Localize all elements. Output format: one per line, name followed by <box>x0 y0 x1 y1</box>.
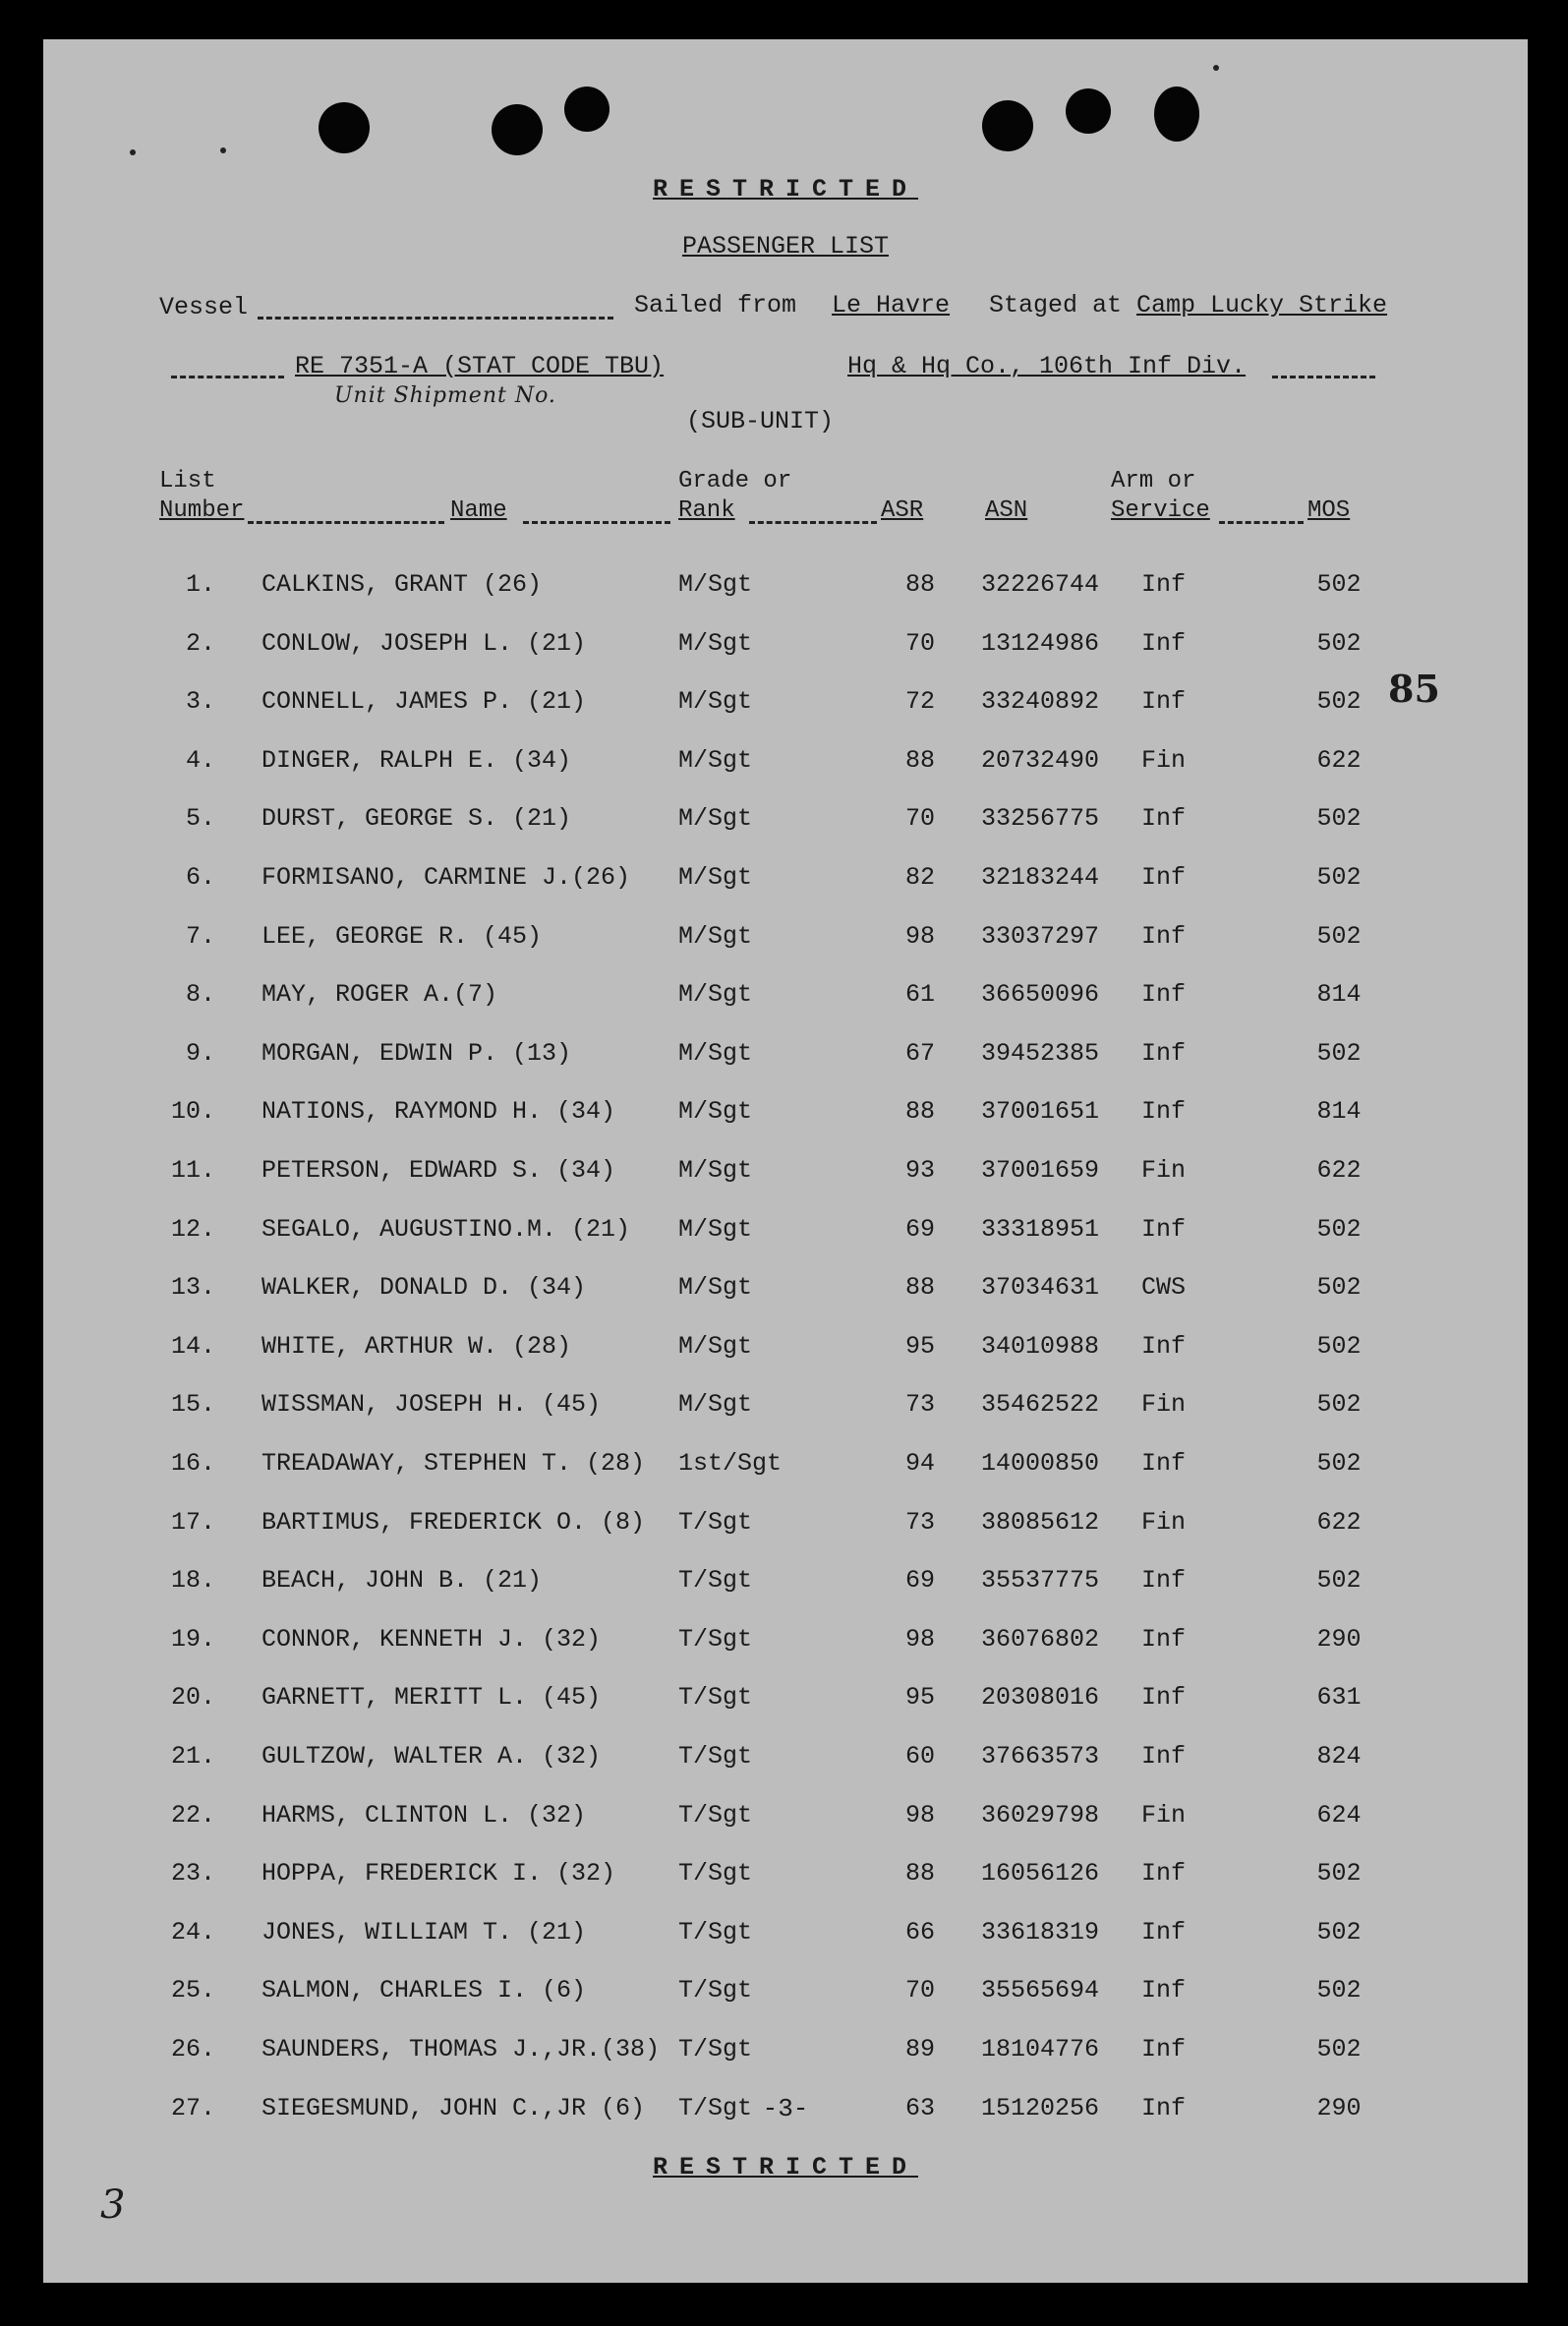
mos-cell: 502 <box>1316 1038 1362 1068</box>
mos-cell: 624 <box>1316 1800 1362 1830</box>
table-row <box>43 1156 1528 1195</box>
punch-hole <box>1066 88 1111 134</box>
asr-cell: 98 <box>904 1624 935 1654</box>
grade-cell: M/Sgt <box>678 1097 753 1127</box>
asr-cell: 95 <box>904 1683 935 1713</box>
asr-cell: 69 <box>904 1214 935 1244</box>
name-cell: WALKER, DONALD D. (34) <box>261 1273 587 1303</box>
mos-cell: 814 <box>1316 1097 1362 1127</box>
grade-cell: M/Sgt <box>678 804 753 834</box>
name-cell: MORGAN, EDWIN P. (13) <box>261 1038 572 1068</box>
grade-cell: T/Sgt <box>678 1976 753 2006</box>
mos-cell: 502 <box>1316 1390 1362 1420</box>
col-arm-2: Service <box>1111 497 1210 524</box>
table-row <box>43 1976 1528 2015</box>
asr-cell: 88 <box>904 570 935 599</box>
name-cell: BEACH, JOHN B. (21) <box>261 1566 543 1596</box>
arm-cell: Fin <box>1141 1390 1187 1420</box>
arm-cell: Inf <box>1141 1683 1187 1713</box>
list-number-cell: 1. <box>185 570 215 599</box>
asr-cell: 98 <box>904 921 935 951</box>
grade-cell: T/Sgt <box>678 1917 753 1947</box>
name-cell: GARNETT, MERITT L. (45) <box>261 1683 602 1713</box>
asr-cell: 73 <box>904 1507 935 1537</box>
name-cell: JONES, WILLIAM T. (21) <box>261 1917 587 1947</box>
vessel-blank <box>258 317 613 320</box>
table-row <box>43 1683 1528 1722</box>
asr-cell: 95 <box>904 1331 935 1361</box>
grade-cell: T/Sgt <box>678 1742 753 1771</box>
grade-cell: M/Sgt <box>678 745 753 775</box>
list-number-cell: 4. <box>185 745 215 775</box>
asn-cell: 35565694 <box>981 1976 1100 2006</box>
grade-cell: T/Sgt <box>678 2093 753 2122</box>
name-cell: DURST, GEORGE S. (21) <box>261 804 572 834</box>
grade-cell: T/Sgt <box>678 1859 753 1889</box>
asr-cell: 93 <box>904 1156 935 1185</box>
grade-cell: M/Sgt <box>678 1214 753 1244</box>
asn-cell: 35537775 <box>981 1566 1100 1596</box>
mos-cell: 622 <box>1316 1156 1362 1185</box>
arm-cell: Inf <box>1141 1214 1187 1244</box>
asr-cell: 60 <box>904 1742 935 1771</box>
table-row <box>43 863 1528 902</box>
punch-hole <box>492 104 543 155</box>
staged-at-value: Camp Lucky Strike <box>1136 291 1388 320</box>
grade-cell: T/Sgt <box>678 1507 753 1537</box>
name-cell: WHITE, ARTHUR W. (28) <box>261 1331 572 1361</box>
asr-cell: 70 <box>904 804 935 834</box>
arm-cell: Inf <box>1141 921 1187 951</box>
mos-cell: 502 <box>1316 570 1362 599</box>
punch-hole <box>982 100 1033 151</box>
speck <box>220 147 226 153</box>
name-cell: SEGALO, AUGUSTINO.M. (21) <box>261 1214 631 1244</box>
header-dash <box>523 521 670 524</box>
asn-cell: 33240892 <box>981 687 1100 717</box>
asr-cell: 98 <box>904 1800 935 1830</box>
table-row <box>43 1801 1528 1840</box>
arm-cell: Inf <box>1141 1917 1187 1947</box>
arm-cell: Inf <box>1141 570 1187 599</box>
arm-cell: Inf <box>1141 804 1187 834</box>
name-cell: CONNELL, JAMES P. (21) <box>261 687 587 717</box>
asn-cell: 37001659 <box>981 1156 1100 1185</box>
list-number-cell: 2. <box>185 628 215 658</box>
name-cell: SIEGESMUND, JOHN C.,JR (6) <box>261 2093 646 2122</box>
col-name: Name <box>450 497 507 524</box>
asn-cell: 15120256 <box>981 2093 1100 2122</box>
table-row <box>43 1508 1528 1547</box>
asn-cell: 33256775 <box>981 804 1100 834</box>
list-number-cell: 9. <box>185 1038 215 1068</box>
asn-cell: 36076802 <box>981 1624 1100 1654</box>
asr-cell: 88 <box>904 1097 935 1127</box>
vessel-label: Vessel <box>159 293 249 321</box>
asn-cell: 18104776 <box>981 2035 1100 2064</box>
list-number-cell: 11. <box>170 1156 215 1185</box>
name-cell: SAUNDERS, THOMAS J.,JR.(38) <box>261 2035 661 2064</box>
col-list-number-2: Number <box>159 497 245 524</box>
staged-at-label: Staged at <box>989 291 1123 320</box>
unit-shipment-value: RE 7351-A (STAT CODE TBU) <box>295 352 665 380</box>
table-row <box>43 804 1528 843</box>
punch-hole <box>1154 87 1199 142</box>
mos-cell: 502 <box>1316 863 1362 892</box>
mos-cell: 622 <box>1316 1507 1362 1537</box>
sailed-from-label: Sailed from <box>634 291 797 320</box>
table-row <box>43 1566 1528 1605</box>
mos-cell: 502 <box>1316 921 1362 951</box>
list-number-cell: 18. <box>170 1566 215 1596</box>
table-row <box>43 1097 1528 1136</box>
asr-cell: 89 <box>904 2035 935 2064</box>
restricted-header: RESTRICTED <box>652 175 919 204</box>
arm-cell: Inf <box>1141 1976 1187 2006</box>
table-row <box>43 980 1528 1019</box>
asr-cell: 82 <box>904 863 935 892</box>
asn-cell: 33318951 <box>981 1214 1100 1244</box>
table-row <box>43 1859 1528 1898</box>
mos-cell: 631 <box>1316 1683 1362 1713</box>
list-number-cell: 5. <box>185 804 215 834</box>
col-mos: MOS <box>1307 497 1351 524</box>
mos-cell: 502 <box>1316 1449 1362 1478</box>
asn-cell: 16056126 <box>981 1859 1100 1889</box>
grade-cell: M/Sgt <box>678 1156 753 1185</box>
mos-cell: 290 <box>1316 2093 1362 2122</box>
table-row <box>43 1273 1528 1312</box>
name-cell: WISSMAN, JOSEPH H. (45) <box>261 1390 602 1420</box>
asn-cell: 35462522 <box>981 1390 1100 1420</box>
table-row <box>43 687 1528 727</box>
asn-cell: 37034631 <box>981 1273 1100 1303</box>
mos-cell: 502 <box>1316 2035 1362 2064</box>
table-row <box>43 1332 1528 1371</box>
table-row <box>43 1742 1528 1781</box>
grade-cell: M/Sgt <box>678 863 753 892</box>
grade-cell: M/Sgt <box>678 1331 753 1361</box>
asn-cell: 39452385 <box>981 1038 1100 1068</box>
asr-cell: 61 <box>904 980 935 1010</box>
asn-cell: 14000850 <box>981 1449 1100 1478</box>
col-asn: ASN <box>985 497 1028 524</box>
name-cell: CALKINS, GRANT (26) <box>261 570 543 599</box>
list-number-cell: 22. <box>170 1800 215 1830</box>
grade-cell: M/Sgt <box>678 1273 753 1303</box>
grade-cell: T/Sgt <box>678 1624 753 1654</box>
grade-cell: M/Sgt <box>678 628 753 658</box>
mos-cell: 502 <box>1316 687 1362 717</box>
asr-cell: 63 <box>904 2093 935 2122</box>
asr-cell: 69 <box>904 1566 935 1596</box>
list-number-cell: 23. <box>170 1859 215 1889</box>
arm-cell: Fin <box>1141 1800 1187 1830</box>
asn-cell: 13124986 <box>981 628 1100 658</box>
asr-cell: 72 <box>904 687 935 717</box>
arm-cell: Inf <box>1141 1566 1187 1596</box>
table-row <box>43 2035 1528 2074</box>
name-cell: DINGER, RALPH E. (34) <box>261 745 572 775</box>
mos-cell: 502 <box>1316 1273 1362 1303</box>
col-list-number-1: List <box>159 468 216 494</box>
list-number-cell: 27. <box>170 2093 215 2122</box>
handwritten-corner-number: 3 <box>100 2182 126 2228</box>
header-dash <box>248 521 444 524</box>
mos-cell: 502 <box>1316 1331 1362 1361</box>
arm-cell: Inf <box>1141 2035 1187 2064</box>
mos-cell: 824 <box>1316 1742 1362 1771</box>
speck <box>1213 65 1219 71</box>
unit-shipment-handwritten-label: Unit Shipment No. <box>334 383 556 408</box>
name-cell: HARMS, CLINTON L. (32) <box>261 1800 587 1830</box>
mos-cell: 502 <box>1316 1859 1362 1889</box>
table-row <box>43 570 1528 610</box>
asr-cell: 67 <box>904 1038 935 1068</box>
asn-cell: 34010988 <box>981 1331 1100 1361</box>
mos-cell: 502 <box>1316 804 1362 834</box>
grade-cell: T/Sgt <box>678 1683 753 1713</box>
sub-unit-label: (SUB-UNIT) <box>686 407 835 436</box>
col-arm-1: Arm or <box>1111 468 1196 494</box>
grade-cell: T/Sgt <box>678 2035 753 2064</box>
arm-cell: Inf <box>1141 1331 1187 1361</box>
name-cell: GULTZOW, WALTER A. (32) <box>261 1742 602 1771</box>
arm-cell: Inf <box>1141 863 1187 892</box>
arm-cell: Inf <box>1141 1038 1187 1068</box>
list-number-cell: 24. <box>170 1917 215 1947</box>
table-row <box>43 746 1528 785</box>
table-row <box>43 1625 1528 1664</box>
asn-cell: 33037297 <box>981 921 1100 951</box>
arm-cell: Inf <box>1141 1742 1187 1771</box>
name-cell: LEE, GEORGE R. (45) <box>261 921 543 951</box>
asn-cell: 37663573 <box>981 1742 1100 1771</box>
mos-cell: 502 <box>1316 1917 1362 1947</box>
table-row <box>43 1390 1528 1429</box>
list-number-cell: 21. <box>170 1742 215 1771</box>
grade-cell: M/Sgt <box>678 570 753 599</box>
asr-cell: 88 <box>904 1273 935 1303</box>
header-dash <box>749 521 877 524</box>
asr-cell: 88 <box>904 1859 935 1889</box>
name-cell: BARTIMUS, FREDERICK O. (8) <box>261 1507 646 1537</box>
arm-cell: CWS <box>1141 1273 1187 1303</box>
name-cell: NATIONS, RAYMOND H. (34) <box>261 1097 616 1127</box>
name-cell: TREADAWAY, STEPHEN T. (28) <box>261 1449 646 1478</box>
table-row <box>43 1449 1528 1488</box>
list-number-cell: 10. <box>170 1097 215 1127</box>
grade-cell: M/Sgt <box>678 1390 753 1420</box>
asn-cell: 38085612 <box>981 1507 1100 1537</box>
asn-cell: 32183244 <box>981 863 1100 892</box>
name-cell: CONNOR, KENNETH J. (32) <box>261 1624 602 1654</box>
name-cell: SALMON, CHARLES I. (6) <box>261 1976 587 2006</box>
asr-cell: 73 <box>904 1390 935 1420</box>
sub-unit-trailing-dash <box>1272 376 1375 378</box>
arm-cell: Fin <box>1141 745 1187 775</box>
table-row <box>43 629 1528 669</box>
sub-unit-value: Hq & Hq Co., 106th Inf Div. <box>847 352 1247 380</box>
margin-number: 85 <box>1388 667 1440 711</box>
name-cell: MAY, ROGER A.(7) <box>261 980 498 1010</box>
mos-cell: 814 <box>1316 980 1362 1010</box>
punch-hole <box>564 87 610 132</box>
grade-cell: M/Sgt <box>678 921 753 951</box>
list-number-cell: 14. <box>170 1331 215 1361</box>
grade-cell: M/Sgt <box>678 1038 753 1068</box>
col-asr: ASR <box>881 497 924 524</box>
arm-cell: Inf <box>1141 1097 1187 1127</box>
punch-hole <box>319 102 370 153</box>
table-row <box>43 1918 1528 1957</box>
col-grade-2: Rank <box>678 497 735 524</box>
list-number-cell: 25. <box>170 1976 215 2006</box>
asr-cell: 66 <box>904 1917 935 1947</box>
mos-cell: 502 <box>1316 628 1362 658</box>
list-number-cell: 12. <box>170 1214 215 1244</box>
arm-cell: Inf <box>1141 1624 1187 1654</box>
list-number-cell: 20. <box>170 1683 215 1713</box>
grade-cell: M/Sgt <box>678 687 753 717</box>
asr-cell: 88 <box>904 745 935 775</box>
list-number-cell: 7. <box>185 921 215 951</box>
restricted-footer: RESTRICTED <box>652 2153 919 2181</box>
asn-cell: 33618319 <box>981 1917 1100 1947</box>
name-cell: HOPPA, FREDERICK I. (32) <box>261 1859 616 1889</box>
list-number-cell: 6. <box>185 863 215 892</box>
speck <box>130 149 136 155</box>
asn-cell: 37001651 <box>981 1097 1100 1127</box>
sailed-from-value: Le Havre <box>832 291 951 320</box>
grade-cell: T/Sgt <box>678 1800 753 1830</box>
mos-cell: 502 <box>1316 1566 1362 1596</box>
passenger-list-title: PASSENGER LIST <box>681 232 890 261</box>
grade-cell: M/Sgt <box>678 980 753 1010</box>
name-cell: PETERSON, EDWARD S. (34) <box>261 1156 616 1185</box>
mos-cell: 502 <box>1316 1214 1362 1244</box>
arm-cell: Fin <box>1141 1507 1187 1537</box>
arm-cell: Inf <box>1141 2093 1187 2122</box>
asn-cell: 20308016 <box>981 1683 1100 1713</box>
name-cell: FORMISANO, CARMINE J.(26) <box>261 863 631 892</box>
col-grade-1: Grade or <box>678 468 792 494</box>
mos-cell: 290 <box>1316 1624 1362 1654</box>
arm-cell: Inf <box>1141 1859 1187 1889</box>
list-number-cell: 16. <box>170 1449 215 1478</box>
name-cell: CONLOW, JOSEPH L. (21) <box>261 628 587 658</box>
asr-cell: 70 <box>904 628 935 658</box>
mos-cell: 502 <box>1316 1976 1362 2006</box>
page-number: -3- <box>762 2094 809 2123</box>
arm-cell: Inf <box>1141 1449 1187 1478</box>
asn-cell: 32226744 <box>981 570 1100 599</box>
table-row <box>43 1215 1528 1254</box>
arm-cell: Inf <box>1141 687 1187 717</box>
arm-cell: Inf <box>1141 628 1187 658</box>
asn-cell: 20732490 <box>981 745 1100 775</box>
asr-cell: 70 <box>904 1976 935 2006</box>
table-row <box>43 922 1528 961</box>
list-number-cell: 13. <box>170 1273 215 1303</box>
arm-cell: Fin <box>1141 1156 1187 1185</box>
grade-cell: T/Sgt <box>678 1566 753 1596</box>
asr-cell: 94 <box>904 1449 935 1478</box>
arm-cell: Inf <box>1141 980 1187 1010</box>
mos-cell: 622 <box>1316 745 1362 775</box>
list-number-cell: 8. <box>185 980 215 1010</box>
list-number-cell: 17. <box>170 1507 215 1537</box>
grade-cell: 1st/Sgt <box>678 1449 783 1478</box>
document-page <box>43 39 1528 2283</box>
asn-cell: 36650096 <box>981 980 1100 1010</box>
header-dash <box>1219 521 1304 524</box>
table-row <box>43 1039 1528 1078</box>
list-number-cell: 3. <box>185 687 215 717</box>
list-number-cell: 26. <box>170 2035 215 2064</box>
unit-leading-dash <box>171 376 284 378</box>
list-number-cell: 19. <box>170 1624 215 1654</box>
asn-cell: 36029798 <box>981 1800 1100 1830</box>
list-number-cell: 15. <box>170 1390 215 1420</box>
